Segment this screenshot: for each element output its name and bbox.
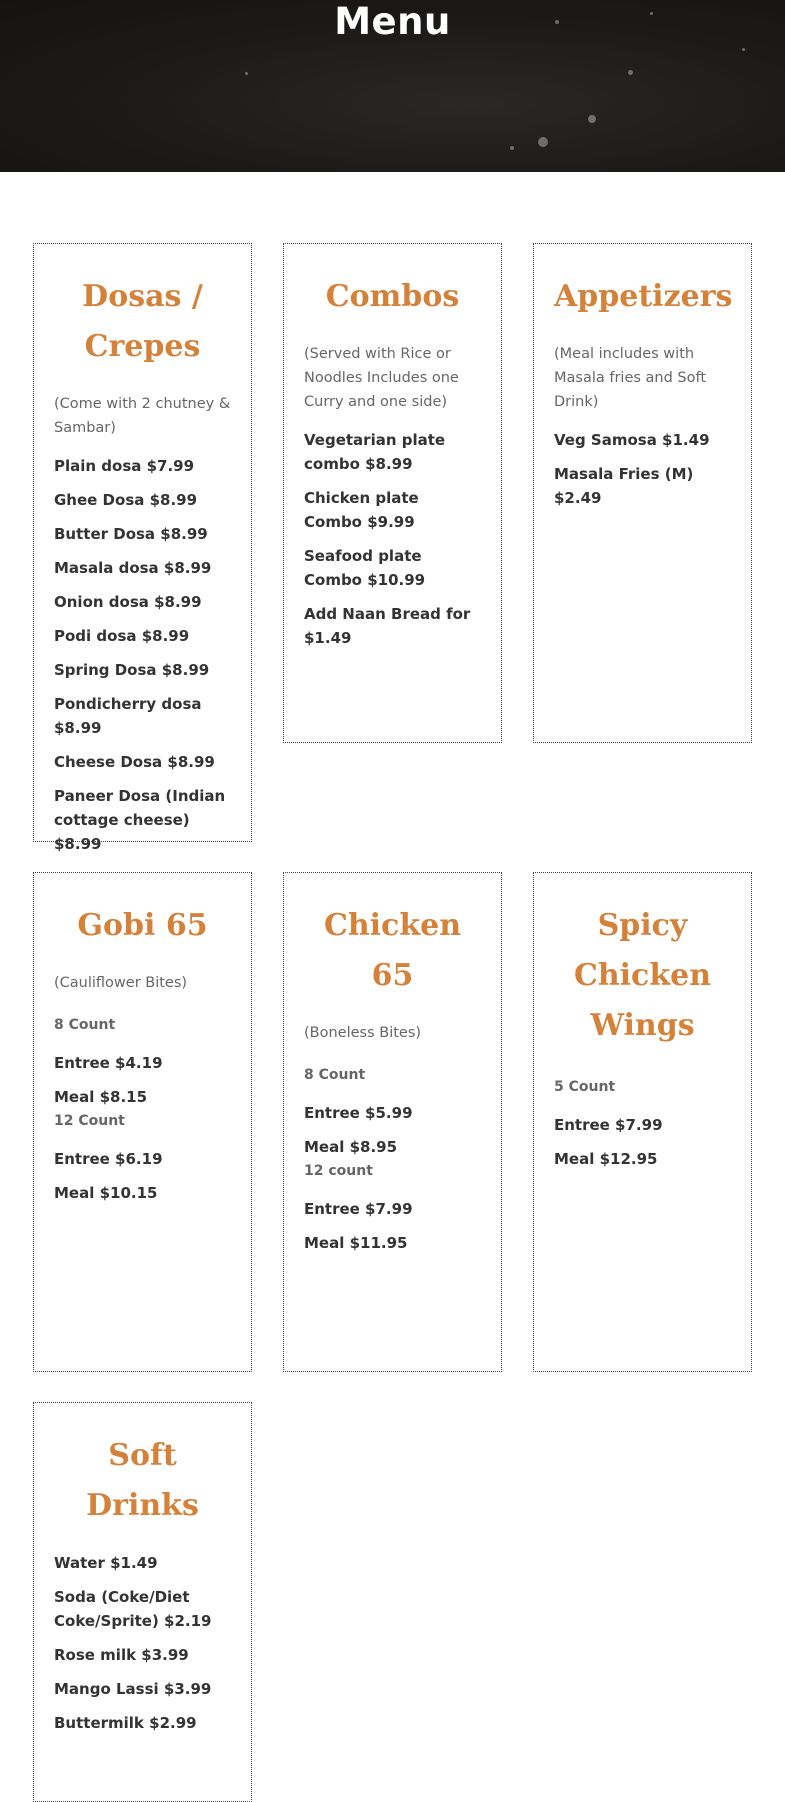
menu-card-spicy-chicken-wings [533,872,752,1372]
menu-item: Entree $6.19 [54,1150,163,1168]
menu-card-appetizers [533,243,752,743]
menu-item: Ghee Dosa $8.99 [54,491,198,509]
menu-item-list [304,1101,481,1159]
menu-item: Entree $4.19 [54,1054,163,1072]
menu-item-list [304,1197,481,1255]
menu-item: Meal $11.95 [304,1234,408,1252]
count-label: 5 Count [554,1079,616,1095]
hero-banner [0,0,785,172]
menu-item: Entree $5.99 [304,1104,413,1122]
menu-item: Meal $8.95 [304,1138,398,1156]
menu-card-dosas [33,243,252,853]
hero-speck [628,70,633,75]
menu-item: Soda (Coke/Diet Coke/Sprite) $2.19 [54,1588,212,1630]
menu-item-list [554,1113,731,1171]
menu-item: Pondicherry dosa $8.99 [54,695,202,737]
hero-speck [588,115,596,123]
menu-item: Meal $10.15 [54,1184,158,1202]
menu-item-list [54,1551,231,1735]
section-note: (Cauliflower Bites) [54,975,188,991]
menu-item: Entree $7.99 [554,1116,663,1134]
menu-item: Mango Lassi $3.99 [54,1680,212,1698]
menu-item: Butter Dosa $8.99 [54,525,208,543]
menu-item: Chicken plate Combo $9.99 [304,489,419,531]
menu-item-list [54,454,231,856]
hero-speck [742,48,745,51]
menu-item: Spring Dosa $8.99 [54,661,210,679]
hero-speck [538,137,548,147]
count-label: 12 count [304,1163,373,1179]
menu-item: Veg Samosa $1.49 [554,431,710,449]
section-title: Soft Drinks [86,1438,199,1523]
section-note: (Served with Rice or Noodles Includes one Curry and one side) [304,346,459,410]
menu-item: Plain dosa $7.99 [54,457,195,475]
menu-card-gobi-65 [33,872,252,1372]
menu-item: Rose milk $3.99 [54,1646,189,1664]
menu-item: Masala Fries (M) $2.49 [554,465,694,507]
section-title: Combos [325,279,460,314]
menu-item: Entree $7.99 [304,1200,413,1218]
count-label: 8 Count [304,1067,366,1083]
menu-item: Buttermilk $2.99 [54,1714,197,1732]
menu-item: Water $1.49 [54,1554,158,1572]
menu-item: Meal $8.15 [54,1088,148,1106]
section-title: Spicy Chicken Wings [573,908,712,1043]
section-title: Appetizers [554,279,733,314]
menu-item-list [54,1147,231,1205]
section-title: Gobi 65 [77,908,208,943]
section-note: (Boneless Bites) [304,1025,422,1041]
menu-item: Masala dosa $8.99 [54,559,212,577]
section-title: Chicken 65 [323,908,462,993]
menu-card-soft-drinks [33,1402,252,1802]
menu-item-list [554,428,731,510]
menu-item: Onion dosa $8.99 [54,593,202,611]
section-note: (Meal includes with Masala fries and Soft Drink) [554,346,707,410]
menu-item: Meal $12.95 [554,1150,658,1168]
menu-item-list [304,428,481,650]
section-title: Dosas / Crepes [82,279,203,364]
hero-speck [510,146,514,150]
menu-card-chicken-65 [283,872,502,1372]
menu-card-combos [283,243,502,743]
count-label: 12 Count [54,1113,125,1129]
menu-item: Seafood plate Combo $10.99 [304,547,426,589]
hero-speck [245,72,248,75]
menu-item: Cheese Dosa $8.99 [54,753,215,771]
menu-item: Vegetarian plate combo $8.99 [304,431,446,473]
count-label: 8 Count [54,1017,116,1033]
menu-item: Paneer Dosa (Indian cottage cheese) $8.99 [54,787,226,853]
page-title: Menu [334,0,451,43]
menu-item: Add Naan Bread for $1.49 [304,605,471,647]
section-note: (Come with 2 chutney & Sambar) [54,396,231,436]
menu-item: Podi dosa $8.99 [54,627,190,645]
menu-item-list [54,1051,231,1109]
